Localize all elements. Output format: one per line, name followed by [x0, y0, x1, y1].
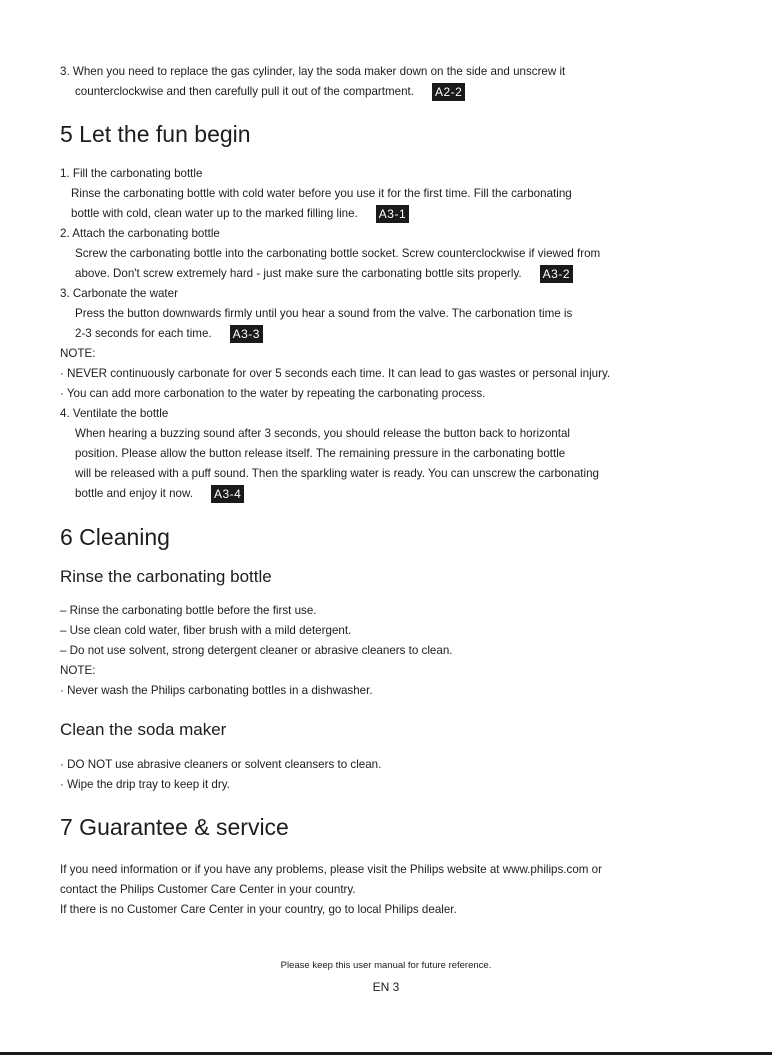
- intro-line: [60, 82, 565, 102]
- step-heading: 1. Fill the carbonating bottle: [60, 167, 203, 180]
- note-label: NOTE:: [60, 664, 96, 677]
- list-item: – Use clean cold water, fiber brush with a mild detergent.: [60, 624, 352, 637]
- step-heading: 4. Ventilate the bottle: [60, 407, 169, 420]
- step-text-line: bottle and enjoy it now.: [75, 487, 193, 500]
- step-text: When hearing a buzzing sound after 3 seconds, you should release the button back to horizontal: [75, 427, 570, 440]
- note-item: · NEVER continuously carbonate for over 5 seconds each time. It can lead to gas wastes or personal injury.: [60, 367, 611, 380]
- step-text: will be released with a puff sound. Then the sparkling water is ready. You can unscrew the carbonating: [75, 467, 599, 480]
- intro-line: 3. When you need to replace the gas cylinder, lay the soda maker down on the side and unscrew it: [60, 65, 566, 78]
- step-text: Screw the carbonating bottle into the carbonating bottle socket. Screw counterclockwise if viewed from: [75, 247, 601, 260]
- list-item: · DO NOT use abrasive cleaners or solvent cleansers to clean.: [60, 758, 382, 771]
- step-text: [60, 264, 610, 284]
- page-number: EN 3: [372, 980, 400, 994]
- step-text-line: 2-3 seconds for each time.: [75, 327, 212, 340]
- step-text-line: bottle with cold, clean water up to the marked filling line.: [71, 207, 358, 220]
- note-label: NOTE:: [60, 347, 96, 360]
- guarantee-text: [60, 860, 602, 920]
- step-text: [60, 324, 610, 344]
- step-heading: 2. Attach the carbonating bottle: [60, 227, 220, 240]
- step-text: Rinse the carbonating bottle with cold water before you use it for the first time. Fill the carbonating: [71, 187, 572, 200]
- clean-list: [60, 755, 381, 795]
- figure-ref-tag: A3-4: [211, 485, 244, 503]
- list-item: – Rinse the carbonating bottle before the first use.: [60, 604, 317, 617]
- list-item: · Wipe the drip tray to keep it dry.: [60, 778, 230, 791]
- intro-step: [60, 62, 565, 102]
- figure-ref-tag: A3-3: [230, 325, 263, 343]
- step-text-line: above. Don't screw extremely hard - just make sure the carbonating bottle sits properly.: [75, 267, 522, 280]
- section-title: 6 Cleaning: [60, 524, 170, 550]
- subsection-title: Rinse the carbonating bottle: [60, 567, 272, 586]
- step-text: position. Please allow the button release itself. The remaining pressure in the carbonating bottle: [75, 447, 566, 460]
- paragraph-line: If there is no Customer Care Center in your country, go to local Philips dealer.: [60, 903, 457, 916]
- step-text: [60, 484, 610, 504]
- step-heading: 3. Carbonate the water: [60, 287, 178, 300]
- figure-ref-tag: A2-2: [432, 83, 465, 101]
- section-title: 5 Let the fun begin: [60, 121, 251, 147]
- section-title: 7 Guarantee & service: [60, 814, 289, 840]
- subsection-title: Clean the soda maker: [60, 720, 227, 739]
- footer-note: Please keep this user manual for future reference.: [280, 960, 492, 971]
- paragraph-line: contact the Philips Customer Care Center in your country.: [60, 883, 356, 896]
- list-item: – Do not use solvent, strong detergent cleaner or abrasive cleaners to clean.: [60, 644, 453, 657]
- step-text: [60, 204, 610, 224]
- figure-ref-tag: A3-2: [540, 265, 573, 283]
- rinse-list: [60, 601, 452, 701]
- figure-ref-tag: A3-1: [376, 205, 409, 223]
- intro-line-text: counterclockwise and then carefully pull it out of the compartment.: [75, 85, 414, 98]
- note-item: · Never wash the Philips carbonating bottles in a dishwasher.: [60, 684, 373, 697]
- section-5-body: [60, 164, 610, 504]
- paragraph-line: If you need information or if you have any problems, please visit the Philips website at www.philips.com or: [60, 863, 602, 876]
- note-item: · You can add more carbonation to the water by repeating the carbonating process.: [60, 387, 486, 400]
- step-text: Press the button downwards firmly until you hear a sound from the valve. The carbonation time is: [75, 307, 573, 320]
